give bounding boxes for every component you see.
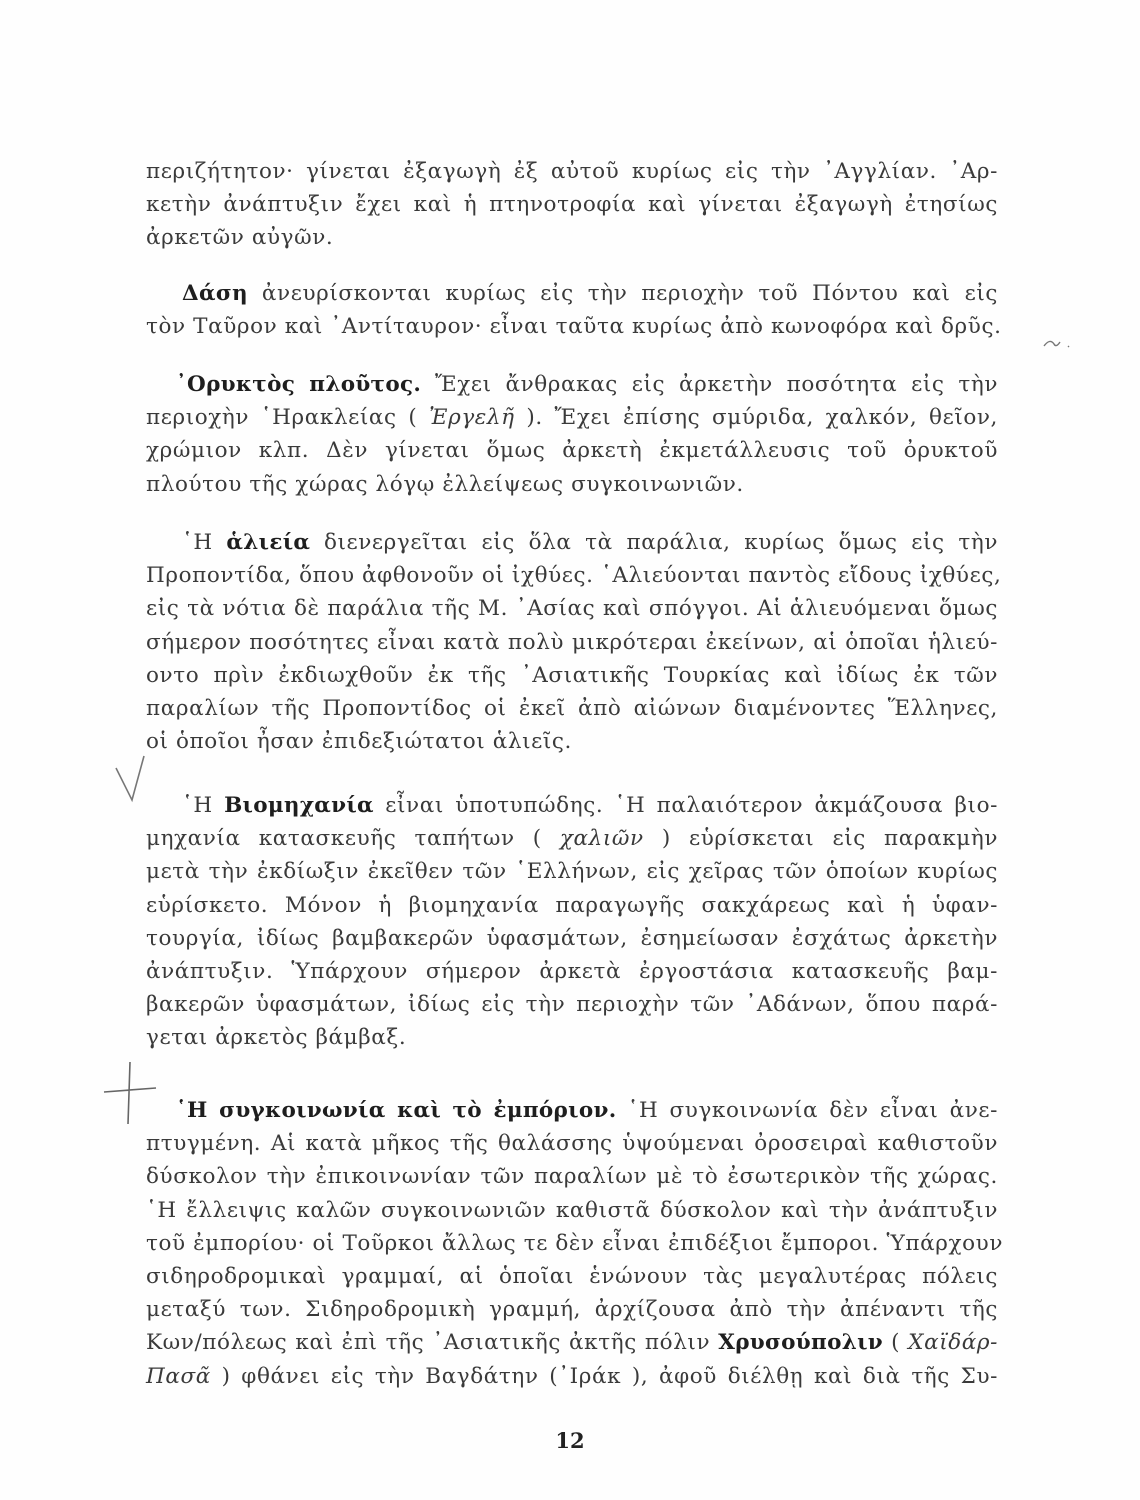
text-line: μετὰ τὴν ἐκδίωξιν ἐκεῖθεν τῶν ῾Ελλήνων, εἰς χεῖρας τῶν ὁποίων κυρίως [146,859,998,885]
italic-place-name: Ἐργελῆ [429,405,515,431]
text-line: οἱ ὁποῖοι ἦσαν ἐπιδεξιώτατοι ἁλιεῖς. [146,729,572,755]
text-line: σήμερον ποσότητες εἶναι κατὰ πολὺ μικρότεραι ἐκείνων, αἱ ὁποῖαι ἡλιεύ- [146,629,998,655]
paragraph-forests [146,277,1002,343]
pencil-checkmark-icon [110,748,160,808]
text-line: πλούτου τῆς χώρας λόγῳ ἐλλείψεως συγκοινωνιῶν. [146,471,744,497]
text-run: μηχανία κατασκευῆς ταπήτων ( [146,826,560,852]
text-line: περιζήτητον· γίνεται ἐξαγωγὴ ἐξ αὐτοῦ κυρίως εἰς τὴν ᾿Αγγλίαν. ᾿Αρ- [146,159,998,184]
text-line [146,1326,998,1359]
text-line: παραλίων τῆς Προποντίδος οἱ ἐκεῖ ἀπὸ αἰώνων διαμένοντες Ἕλληνες, [146,696,998,722]
section-heading-forests: Δάση [182,281,248,306]
italic-place-name: Πασᾶ [146,1363,211,1389]
text-line: βακερῶν ὑφασμάτων, ἰδίως εἰς τὴν περιοχὴν τῶν ᾿Αδάνων, ὅπου παρά- [146,992,998,1018]
paragraph-industry [146,789,998,1055]
text-line: κετὴν ἀνάπτυξιν ἔχει καὶ ἡ πτηνοτροφία καὶ γίνεται ἐξαγωγὴ ἐτησίως [146,192,998,218]
text-line: πτυγμένη. Αἱ κατὰ μῆκος τῆς θαλάσσης ὑψούμεναι ὀροσειραὶ καθιστοῦν [146,1131,998,1157]
text-run: διενεργεῖται εἰς ὅλα τὰ παράλια, κυρίως ὅμως εἰς τὴν [310,530,998,555]
text-run: Ἔχει ἄνθρακας εἰς ἀρκετὴν ποσότητα εἰς τὴν [421,372,998,397]
text-line [146,822,998,855]
text-run: ) εὑρίσκεται εἰς παρακμὴν [643,826,998,852]
italic-place-name: Χαϊδάρ- [908,1330,998,1356]
section-heading-industry: Βιομηχανία [224,793,374,818]
text-line: ἀρκετῶν αὐγῶν. [146,225,334,251]
section-heading-minerals: ᾿Ορυκτὸς πλοῦτος. [176,372,422,397]
text-line [146,526,998,559]
text-run: Κων/πόλεως καὶ ἐπὶ τῆς ᾿Ασιατικῆς ἀκτῆς πόλιν [146,1330,719,1356]
paragraph-commerce [146,1094,1003,1393]
pencil-scribble-icon [1038,330,1078,354]
text-line: οντο πρὶν ἐκδιωχθοῦν ἐκ τῆς ᾿Ασιατικῆς Τουρκίας καὶ ἰδίως ἐκ τῶν [146,662,998,688]
text-run: ) φθάνει εἰς τὴν Βαγδάτην (᾿Ιράκ ), ἀφοῦ διέλθῃ καὶ διὰ τῆς Συ- [210,1363,998,1389]
text-line: γεται ἀρκετὸς βάμβαξ. [146,1025,407,1051]
text-run: ἀνευρίσκονται κυρίως εἰς τὴν περιοχὴν τοῦ Πόντου καὶ εἰς [247,281,998,306]
text-run: ). Ἔχει ἐπίσης σμύριδα, χαλκόν, θεῖον, [514,405,998,431]
text-line [146,789,998,822]
text-line: τοῦ ἐμπορίου· οἱ Τοῦρκοι ἄλλως τε δὲν εἶναι ἐπιδέξιοι ἔμποροι. Ὑπάρχουν [146,1230,1003,1256]
text-run: περιοχὴν ῾Ηρακλείας ( [146,405,430,431]
text-run: ῾Η [182,530,227,555]
text-line: τουργία, ἰδίως βαμβακερῶν ὑφασμάτων, ἐσημείωσαν ἐσχάτως ἀρκετὴν [146,925,998,951]
text-line [146,1360,998,1393]
text-line: χρώμιον κλπ. Δὲν γίνεται ὅμως ἀρκετὴ ἐκμετάλλευσις τοῦ ὀρυκτοῦ [146,438,998,464]
text-line [146,401,998,434]
paragraph-minerals [146,368,998,501]
text-line: ἀνάπτυξιν. Ὑπάρχουν σήμερον ἀρκετὰ ἐργοστάσια κατασκευῆς βαμ- [146,959,998,985]
text-line [146,368,998,401]
text-line: εὑρίσκετο. Μόνον ἡ βιομηχανία παραγωγῆς σακχάρεως καὶ ἡ ὑφαν- [146,892,998,918]
page-number: 12 [555,1428,585,1453]
section-heading-commerce: ῾Η συγκοινωνία καὶ τὸ ἐμπόριον. [176,1098,617,1123]
paragraph-eggs [146,155,998,255]
text-line: μεταξύ των. Σιδηροδρομικὴ γραμμή, ἀρχίζουσα ἀπὸ τὴν ἀπέναντι τῆς [146,1297,998,1323]
text-run: ῾Η [182,793,225,818]
text-line: ῾Η ἔλλειψις καλῶν συγκοινωνιῶν καθιστᾶ δύσκολον καὶ τὴν ἀνάπτυξιν [146,1197,998,1223]
text-line [146,277,998,310]
italic-term: χαλιῶν [559,826,644,852]
paragraph-fishing [146,526,1002,758]
text-run: ( [883,1330,909,1356]
bold-place-name: Χρυσούπολιν [718,1330,883,1356]
text-line: σιδηροδρομικαὶ γραμμαί, αἱ ὁποῖαι ἑνώνουν τὰς μεγαλυτέρας πόλεις [146,1264,998,1290]
text-line: εἰς τὰ νότια δὲ παράλια τῆς Μ. ᾿Ασίας καὶ σπόγγοι. Αἱ ἁλιευόμεναι ὅμως [146,596,998,622]
section-heading-fishing: ἁλιεία [226,530,311,555]
text-line: τὸν Ταῦρον καὶ ᾿Αντίταυρον· εἶναι ταῦτα κυρίως ἀπὸ κωνοφόρα καὶ δρῦς. [146,314,1002,340]
pencil-cross-icon [100,1058,160,1128]
text-run: ῾Η συγκοινωνία δὲν εἶναι ἀνε- [616,1098,998,1123]
text-line: Προποντίδα, ὅπου ἀφθονοῦν οἱ ἰχθύες. ῾Αλιεύονται παντὸς εἴδους ἰχθύες, [146,563,1002,589]
text-line [146,1094,998,1127]
text-run: εἶναι ὑποτυπώδης. ῾Η παλαιότερον ἀκμάζουσα βιο- [373,793,998,818]
text-line: δύσκολον τὴν ἐπικοινωνίαν τῶν παραλίων μὲ τὸ ἐσωτερικὸν τῆς χώρας. [146,1164,998,1190]
